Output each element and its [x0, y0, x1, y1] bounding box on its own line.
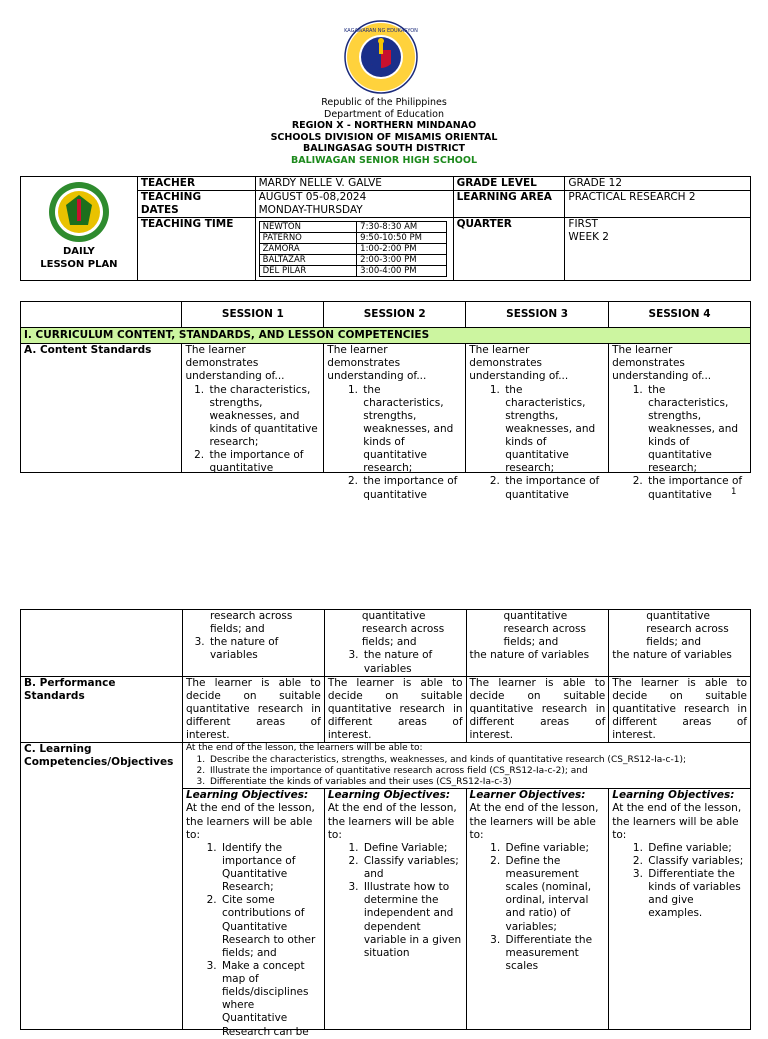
schedule-section: PATERNO	[259, 233, 357, 244]
schedule-section: BALTAZAR	[259, 255, 357, 266]
competencies-list	[186, 755, 747, 789]
objectives-list	[328, 842, 463, 960]
cs-list	[469, 384, 605, 502]
cs-cont-list	[186, 636, 321, 662]
cs-cont-s1	[182, 610, 324, 677]
cs-list	[612, 384, 747, 502]
competency-3: 3. Differentiate the kinds of variables and their uses (CS_RS12-Ia-c-3)	[208, 777, 747, 788]
session-header-row	[21, 302, 751, 328]
objectives-intro: At the end of the lesson, the learners will be able to:	[327, 802, 457, 841]
school-logo-cell	[21, 177, 138, 281]
page-number: 1	[731, 487, 737, 497]
division-line: SCHOOLS DIVISION OF MISAMIS ORIENTAL	[270, 131, 498, 143]
quarter-value	[565, 218, 751, 281]
days-text: MONDAY-THURSDAY	[258, 204, 363, 217]
objectives-s1	[182, 789, 324, 1038]
republic-line: Republic of the Philippines	[321, 97, 447, 108]
objective-item: 2. Define the measurement scales (nominal, ordinal, interval and ratio) of variables;	[504, 855, 606, 934]
session-2-header: SESSION 2	[324, 302, 466, 328]
daily-lesson-plan-caption: DAILY LESSON PLAN	[40, 246, 118, 270]
schedule-section: NEWTON	[259, 222, 357, 233]
dates-text: AUGUST 05-08,2024	[258, 191, 367, 204]
section-heading-row	[21, 328, 751, 344]
blank-header	[21, 302, 182, 328]
content-standards-s2	[324, 344, 466, 501]
competencies-intro: At the end of the lesson, the learners will be able to:	[185, 743, 423, 754]
section-heading: I. CURRICULUM CONTENT, STANDARDS, AND LESSON COMPETENCIES	[21, 328, 751, 344]
objectives-list	[470, 842, 606, 973]
objective-item: 3. Differentiate the kinds of variables and give examples.	[646, 868, 747, 921]
objective-item: 1. Define variable;	[504, 842, 606, 855]
document-header	[0, 97, 768, 167]
schedule-row	[259, 255, 446, 266]
cs-intro: The learner demonstrates understanding of...	[185, 344, 285, 383]
department-line: Department of Education	[324, 108, 444, 120]
cs-cont-tail: quantitative research across fields; and	[361, 610, 445, 649]
cs-cont-list	[328, 649, 463, 675]
session-4-header: SESSION 4	[609, 302, 751, 328]
ps-s3: The learner is able to decide on suitable quantitative research in different areas of interest.	[466, 676, 609, 743]
curriculum-table-page2	[20, 609, 751, 1038]
schedule-time: 1:00-2:00 PM	[357, 244, 446, 255]
cs-item-3: 3. the nature of variables	[208, 636, 321, 662]
teaching-dates-value	[255, 191, 453, 218]
schedule-row	[259, 244, 446, 255]
ps-s4: The learner is able to decide on suitable quantitative research in different areas of interest.	[609, 676, 751, 743]
grade-level-label: GRADE LEVEL	[453, 177, 565, 191]
objective-item: 2. Classify variables;	[646, 855, 747, 868]
schedule-time: 3:00-4:00 PM	[357, 266, 446, 277]
objective-item: 1. Define variable;	[646, 842, 747, 855]
schedule-row	[259, 222, 446, 233]
objective-item: 2. Classify variables; and	[362, 855, 463, 881]
objectives-intro: At the end of the lesson, the learners will be able to:	[185, 802, 315, 841]
competency-2: 2. Illustrate the importance of quantitative research across field (CS_RS12-Ia-c-2); and	[208, 766, 747, 777]
schedule-time: 2:00-3:00 PM	[357, 255, 446, 266]
cs-intro: The learner demonstrates understanding of...	[469, 344, 569, 383]
schedule-table	[259, 221, 447, 277]
competency-1: 1. Describe the characteristics, strengths, weaknesses, and kinds of quantitative research (CS_RS12-Ia-c-1);	[208, 755, 747, 766]
school-seal-logo	[48, 181, 110, 243]
ps-s2: The learner is able to decide on suitable quantitative research in different areas of interest.	[324, 676, 466, 743]
cs-cont-s4	[609, 610, 751, 677]
quarter-text: FIRST	[568, 218, 598, 231]
teaching-time-value	[255, 218, 453, 281]
objective-item: 1. Identify the importance of Quantitative Research;	[220, 842, 321, 895]
session-1-header: SESSION 1	[182, 302, 324, 328]
objectives-s4	[609, 789, 751, 1030]
schedule-time: 9:50-10:50 PM	[357, 233, 446, 244]
deped-seal-logo	[344, 20, 418, 94]
cs-list	[185, 384, 320, 476]
region-line: REGION X - NORTHERN MINDANAO	[291, 120, 477, 132]
quarter-label: QUARTER	[453, 218, 565, 281]
cs-cont-s3	[466, 610, 609, 677]
teaching-dates-label: TEACHING DATES	[137, 191, 255, 218]
schedule-section: ZAMORA	[259, 244, 357, 255]
objective-item: 1. Define Variable;	[362, 842, 463, 855]
objective-item: 2. Cite some contributions of Quantitative Research to other fields; and	[220, 894, 321, 960]
grade-level-value: GRADE 12	[565, 177, 751, 191]
teacher-label: TEACHER	[137, 177, 255, 191]
curriculum-table-page1	[20, 301, 751, 501]
cs-item-3-plain: the nature of variables	[469, 649, 590, 662]
schedule-time: 7:30-8:30 AM	[357, 222, 446, 233]
cs-item-3-plain: the nature of variables	[612, 649, 732, 662]
content-standards-s3	[466, 344, 609, 501]
performance-standards-row	[21, 676, 751, 743]
content-standards-s4	[609, 344, 751, 501]
competencies-label: C. Learning Competencies/Objectives	[21, 743, 183, 1030]
objectives-s2	[324, 789, 466, 1030]
competencies-text	[182, 743, 750, 789]
cs-item-1: 1. the characteristics, strengths, weaknesses, and kinds of quantitative research;	[361, 384, 462, 476]
blank-label-cell	[21, 610, 183, 677]
cs-item-2: 2. the importance of quantitative	[503, 475, 605, 501]
objectives-title: Learning Objectives:	[327, 789, 451, 802]
cs-item-3: 3. the nature of variables	[362, 649, 463, 675]
schedule-row	[259, 233, 446, 244]
cs-item-1: 1. the characteristics, strengths, weaknesses, and kinds of quantitative research;	[503, 384, 605, 476]
cs-item-2: 2. the importance of quantitative	[646, 475, 747, 501]
cs-cont-tail: research across fields; and	[209, 610, 293, 636]
week-text: WEEK 2	[568, 231, 609, 244]
cs-intro: The learner demonstrates understanding of...	[612, 344, 712, 383]
schedule-row	[259, 266, 446, 277]
svg-text:KAGAWARAN NG EDUKASYON: KAGAWARAN NG EDUKASYON	[344, 28, 418, 34]
objectives-s3	[466, 789, 609, 1030]
cs-item-2: 2. the importance of quantitative	[361, 475, 462, 501]
objectives-title: Learner Objectives:	[469, 789, 586, 802]
objectives-list	[186, 842, 321, 1039]
ps-s1: The learner is able to decide on suitable quantitative research in different areas of interest.	[182, 676, 324, 743]
objectives-intro: At the end of the lesson, the learners will be able to:	[469, 802, 599, 841]
cs-cont-s2	[324, 610, 466, 677]
teacher-value: MARDY NELLE V. GALVE	[255, 177, 453, 191]
performance-standards-label: B. Performance Standards	[21, 676, 183, 743]
cs-cont-tail: quantitative research across fields; and	[646, 610, 729, 649]
schedule-section: DEL PILAR	[259, 266, 357, 277]
objectives-intro: At the end of the lesson, the learners will be able to:	[612, 802, 742, 841]
competencies-row	[21, 743, 751, 789]
cs-item-1: 1. the characteristics, strengths, weaknesses, and kinds of quantitative research;	[207, 384, 320, 450]
content-standards-continued-row	[21, 610, 751, 677]
learning-area-value: PRACTICAL RESEARCH 2	[565, 191, 751, 218]
objective-item: 3. Make a concept map of fields/disciplines where Quantitative Research can be	[220, 960, 321, 1039]
school-name: BALIWAGAN SENIOR HIGH SCHOOL	[290, 154, 478, 166]
cs-cont-tail: quantitative research across fields; and	[503, 610, 586, 649]
cs-intro: The learner demonstrates understanding of...	[327, 344, 427, 383]
content-standards-s1	[182, 344, 324, 473]
session-3-header: SESSION 3	[466, 302, 609, 328]
cs-list	[327, 384, 462, 502]
district-line: BALINGASAG SOUTH DISTRICT	[303, 143, 465, 155]
learning-area-label: LEARNING AREA	[453, 191, 565, 218]
objectives-list	[612, 842, 747, 921]
cs-item-2: 2. the importance of quantitative	[207, 449, 320, 475]
content-standards-row	[21, 344, 751, 473]
content-standards-label: A. Content Standards	[21, 344, 182, 473]
teaching-time-label: TEACHING TIME	[137, 218, 255, 281]
objectives-title: Learning Objectives:	[612, 789, 735, 802]
objective-item: 3. Illustrate how to determine the independent and dependent variable in a given situation	[362, 881, 463, 960]
objectives-title: Learning Objectives:	[185, 789, 309, 802]
objective-item: 3. Differentiate the measurement scales	[504, 934, 606, 973]
cs-item-1: 1. the characteristics, strengths, weaknesses, and kinds of quantitative research;	[646, 384, 747, 476]
lesson-info-table	[20, 176, 751, 281]
